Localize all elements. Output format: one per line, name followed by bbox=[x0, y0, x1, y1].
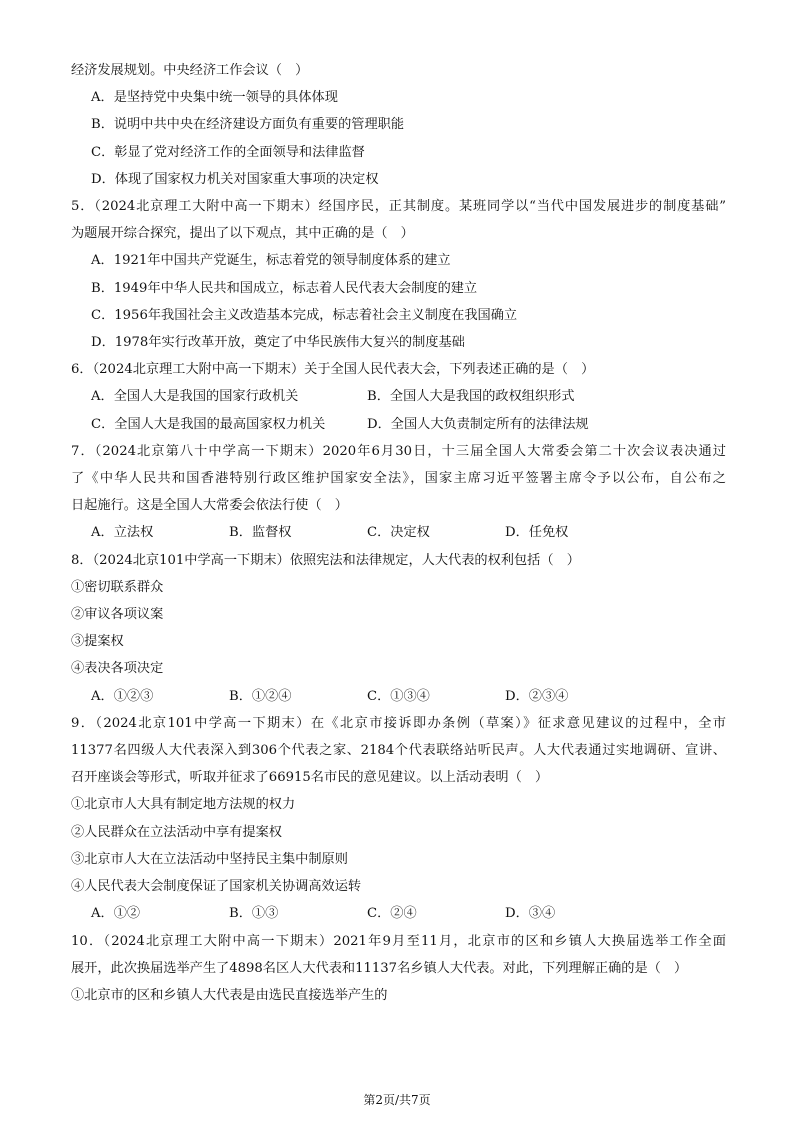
question-stem: 10．（2024北京理工大附中高一下期末）2021年9月至11月，北京市的区和乡镇人大换届选举工作全面 bbox=[71, 933, 726, 949]
exam-page bbox=[71, 57, 726, 1009]
statement-item: ②人民群众在立法活动中享有提案权 bbox=[71, 824, 282, 840]
option-d: D．1978年实行改革开放，奠定了中华民族伟大复兴的制度基础 bbox=[91, 335, 465, 351]
question-stem: 为题展开综合探究，提出了以下观点，其中正确的是（ ） bbox=[71, 226, 414, 242]
question-stem: 展开，此次换届选举产生了4898名区人大代表和11137名乡镇人大代表。对此，下列理解正确的是（ ） bbox=[71, 960, 688, 976]
option-a: A．①②③ bbox=[91, 688, 154, 704]
option-a: A．1921年中国共产党诞生，标志着党的领导制度体系的建立 bbox=[91, 253, 451, 269]
option-b: B．①②④ bbox=[229, 688, 292, 704]
question-stem: 11377名四级人大代表深入到306个代表之家、2184个代表联络站听民声。人大代表通过实地调研、宣讲、 bbox=[71, 743, 726, 759]
question-stem: 经济发展规划。中央经济工作会议（ ） bbox=[71, 63, 309, 78]
question-stem: 8．（2024北京101中学高一下期末）依照宪法和法律规定，人大代表的权利包括（ ） bbox=[71, 552, 580, 568]
option-b: B．监督权 bbox=[229, 525, 292, 541]
option-c: C．1956年我国社会主义改造基本完成，标志着社会主义制度在我国确立 bbox=[91, 307, 518, 323]
option-row bbox=[71, 519, 726, 546]
option-d: D．全国人大负责制定所有的法律法规 bbox=[367, 416, 589, 432]
statement-item: ③提案权 bbox=[71, 634, 124, 650]
option-a: A．是坚持党中央集中统一领导的具体体现 bbox=[91, 90, 338, 106]
question-10 bbox=[71, 928, 726, 1010]
statement-item: ④人民代表大会制度保证了国家机关协调高效运转 bbox=[71, 879, 362, 895]
option-d: D．②③④ bbox=[505, 688, 569, 704]
statement-item: ①北京市的区和乡镇人大代表是由选民直接选举产生的 bbox=[71, 987, 388, 1003]
question-8 bbox=[71, 547, 726, 710]
option-row bbox=[71, 383, 726, 410]
question-stem: 召开座谈会等形式，听取并征求了66915名市民的意见建议。以上活动表明（ ） bbox=[71, 770, 549, 786]
question-7 bbox=[71, 438, 726, 547]
option-a: A．全国人大是我国的国家行政机关 bbox=[91, 389, 299, 405]
question-stem: 9．（2024北京101中学高一下期末）在《北京市接诉即办条例（草案）》征求意见建议的过程中，全市 bbox=[71, 715, 726, 731]
option-b: B．全国人大是我国的政权组织形式 bbox=[367, 389, 575, 405]
option-a: A．立法权 bbox=[91, 525, 154, 541]
statement-item: ①密切联系群众 bbox=[71, 579, 164, 595]
question-stem: 了《中华人民共和国香港特别行政区维护国家安全法》，国家主席习近平签署主席令予以公布，自公布之 bbox=[71, 471, 726, 487]
option-c: C．决定权 bbox=[367, 525, 430, 541]
question-stem: 7．（2024北京第八十中学高一下期末）2020年6月30日，十三届全国人大常委会第二十次会议表决通过 bbox=[71, 443, 726, 459]
question-6 bbox=[71, 356, 726, 438]
question-stem: 5．（2024北京理工大附中高一下期末）经国序民，正其制度。某班同学以“当代中国发展进步的制度基础” bbox=[71, 199, 726, 215]
option-row bbox=[71, 683, 726, 710]
option-a: A．①② bbox=[91, 906, 141, 922]
option-b: B．1949年中华人民共和国成立，标志着人民代表大会制度的建立 bbox=[91, 280, 478, 296]
option-c: C．①③④ bbox=[367, 688, 430, 704]
option-row bbox=[71, 900, 726, 927]
option-b: B．①③ bbox=[229, 906, 279, 922]
question-4 bbox=[71, 57, 726, 193]
option-d: D．体现了国家权力机关对国家重大事项的决定权 bbox=[91, 171, 379, 187]
option-row bbox=[71, 411, 726, 438]
option-d: D．任免权 bbox=[505, 525, 569, 541]
option-c: C．②④ bbox=[367, 906, 417, 922]
question-5 bbox=[71, 193, 726, 356]
statement-item: ②审议各项议案 bbox=[71, 607, 164, 623]
question-stem: 6．（2024北京理工大附中高一下期末）关于全国人民代表大会，下列表述正确的是（ ） bbox=[71, 362, 595, 378]
option-d: D．③④ bbox=[505, 906, 556, 922]
option-c: C．全国人大是我国的最高国家权力机关 bbox=[91, 416, 326, 432]
question-stem: 日起施行。这是全国人大常委会依法行使（ ） bbox=[71, 498, 348, 514]
page-number: 第2页/共7页 bbox=[363, 1093, 431, 1107]
statement-item: ①北京市人大具有制定地方法规的权力 bbox=[71, 797, 296, 813]
statement-item: ④表决各项决定 bbox=[71, 661, 164, 677]
statement-item: ③北京市人大在立法活动中坚持民主集中制原则 bbox=[71, 851, 348, 867]
question-9 bbox=[71, 710, 726, 928]
option-b: B．说明中共中央在经济建设方面负有重要的管理职能 bbox=[91, 117, 405, 133]
option-c: C．彰显了党对经济工作的全面领导和法律监督 bbox=[91, 144, 365, 160]
